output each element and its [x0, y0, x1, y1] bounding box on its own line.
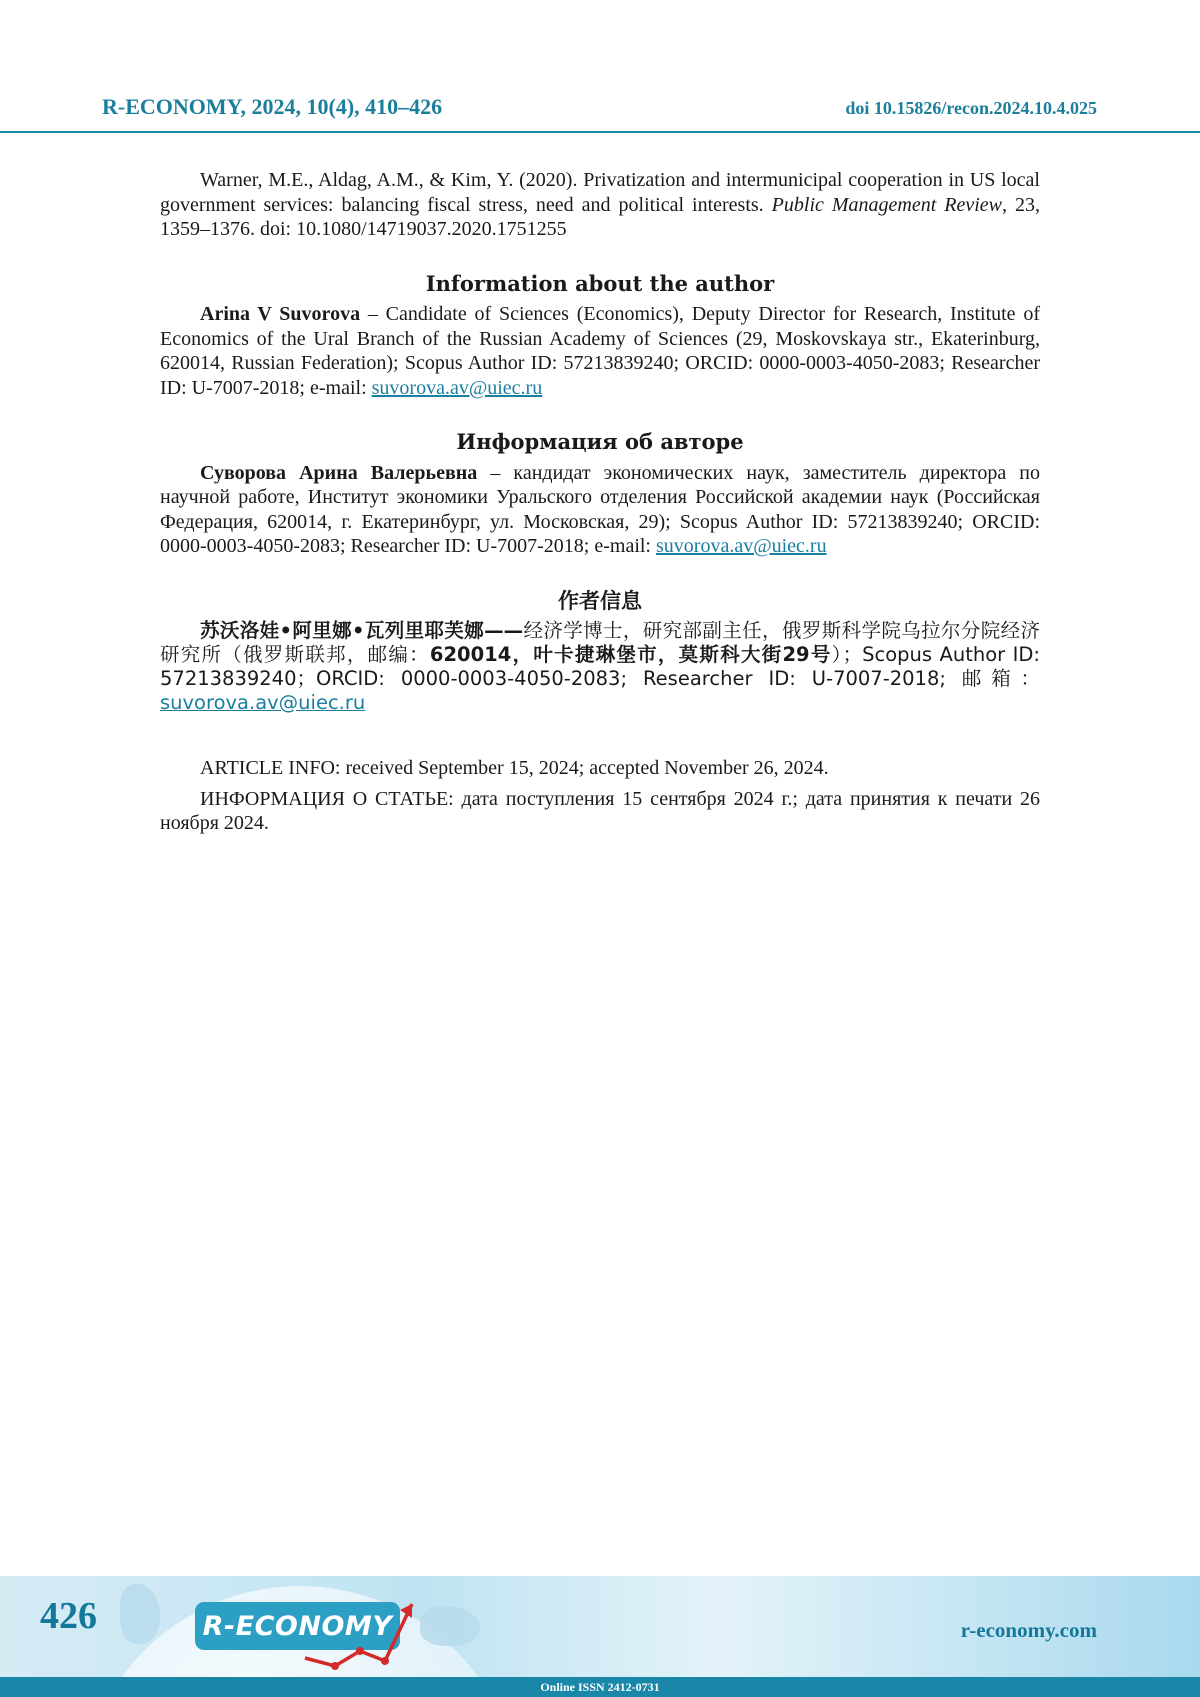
author-bio-en — [160, 302, 1040, 400]
globe-land-shape — [420, 1606, 480, 1646]
author-name-ru: Суворова Арина Валерьевна — [200, 461, 478, 484]
author-address-cn: 620014，叶卡捷琳堡市，莫斯科大街29号 — [429, 643, 832, 666]
author-info-en — [160, 272, 1040, 401]
journal-reference: R-ECONOMY, 2024, 10(4), 410–426 — [102, 94, 443, 119]
doi-label: doi 10.15826/recon.2024.10.4.025 — [845, 98, 1097, 118]
globe-land-shape — [120, 1584, 160, 1644]
logo-text: R-ECONOMY — [202, 1610, 393, 1642]
article-info — [160, 756, 1040, 836]
author-info-ru — [160, 430, 1040, 559]
author-name-en: Arina V Suvorova — [200, 303, 361, 325]
author-text-cn-a: 经济学博士，研究部副主任，俄罗斯科学院乌拉尔分院经济研究所（俄罗斯联邦，邮编： — [160, 619, 1040, 666]
reference-entry — [160, 168, 1040, 242]
email-link-ru[interactable]: suvorova.av@uiec.ru — [656, 535, 827, 557]
author-bio-cn — [160, 619, 1040, 715]
section-title-cn: 作者信息 — [558, 588, 642, 613]
page-content — [160, 168, 1040, 836]
email-link-cn[interactable]: suvorova.av@uiec.ru — [160, 691, 366, 714]
page-header — [0, 0, 1200, 133]
author-name-cn: 苏沃洛娃•阿里娜•瓦列里耶芙娜—— — [200, 619, 524, 642]
growth-arrow-icon — [300, 1596, 420, 1676]
reference-journal: Public Management Review — [771, 193, 1003, 216]
reference-text: Warner, M.E., Aldag, A.M., & Kim, Y. (2020). Privatization and intermunicipal cooperation in US local government services: balancing fiscal stress, need and political interests. — [160, 169, 1040, 216]
article-info-ru: ИНФОРМАЦИЯ О СТАТЬЕ: дата поступления 15 сентября 2024 г.; дата принятия к печати 26 ноября 2024. — [160, 787, 1040, 834]
section-title-ru: Информация об авторе — [456, 429, 744, 454]
reference-details: , 23, 1359–1376. doi: 10.1080/14719037.2020.1751255 — [160, 193, 1040, 240]
page-footer — [0, 1576, 1200, 1697]
author-text-cn-b: ）；Scopus Author ID: 57213839240；ORCID: 0000-0003-4050-2083; Researcher ID: U-7007-2018; 邮箱： — [160, 643, 1040, 690]
issn-bar — [0, 1677, 1200, 1697]
author-info-cn — [160, 589, 1040, 716]
issn-label: Online ISSN 2412-0731 — [540, 1680, 660, 1694]
author-text-ru: – кандидат экономических наук, заместитель директора по научной работе, Институт экономики Уральского отделения Российской академии наук (Российская Федерация, 620014, г. Екатеринбург, ул. Московская, 29); Scopus Author ID: 57213839240; ORCID: 0000-0003-4050-2083; Researcher ID: U-7007-2018; e-mail: — [160, 461, 1040, 557]
page-number: 426 — [40, 1595, 97, 1637]
journal-website: r-economy.com — [960, 1618, 1097, 1642]
article-info-en: ARTICLE INFO: received September 15, 2024; accepted November 26, 2024. — [200, 757, 829, 779]
author-bio-ru — [160, 461, 1040, 559]
section-title-en: Information about the author — [425, 270, 775, 296]
author-text-en: – Candidate of Sciences (Economics), Deputy Director for Research, Institute of Economics of the Ural Branch of the Russian Academy of Sciences (29, Moskovskaya str., Ekaterinburg, 620014, Russian Federation); Scopus Author ID: 57213839240; ORCID: 0000-0003-4050-2083; Researcher ID: U-7007-2018; e-mail: — [160, 303, 1041, 399]
email-link-en[interactable]: suvorova.av@uiec.ru — [371, 376, 543, 399]
